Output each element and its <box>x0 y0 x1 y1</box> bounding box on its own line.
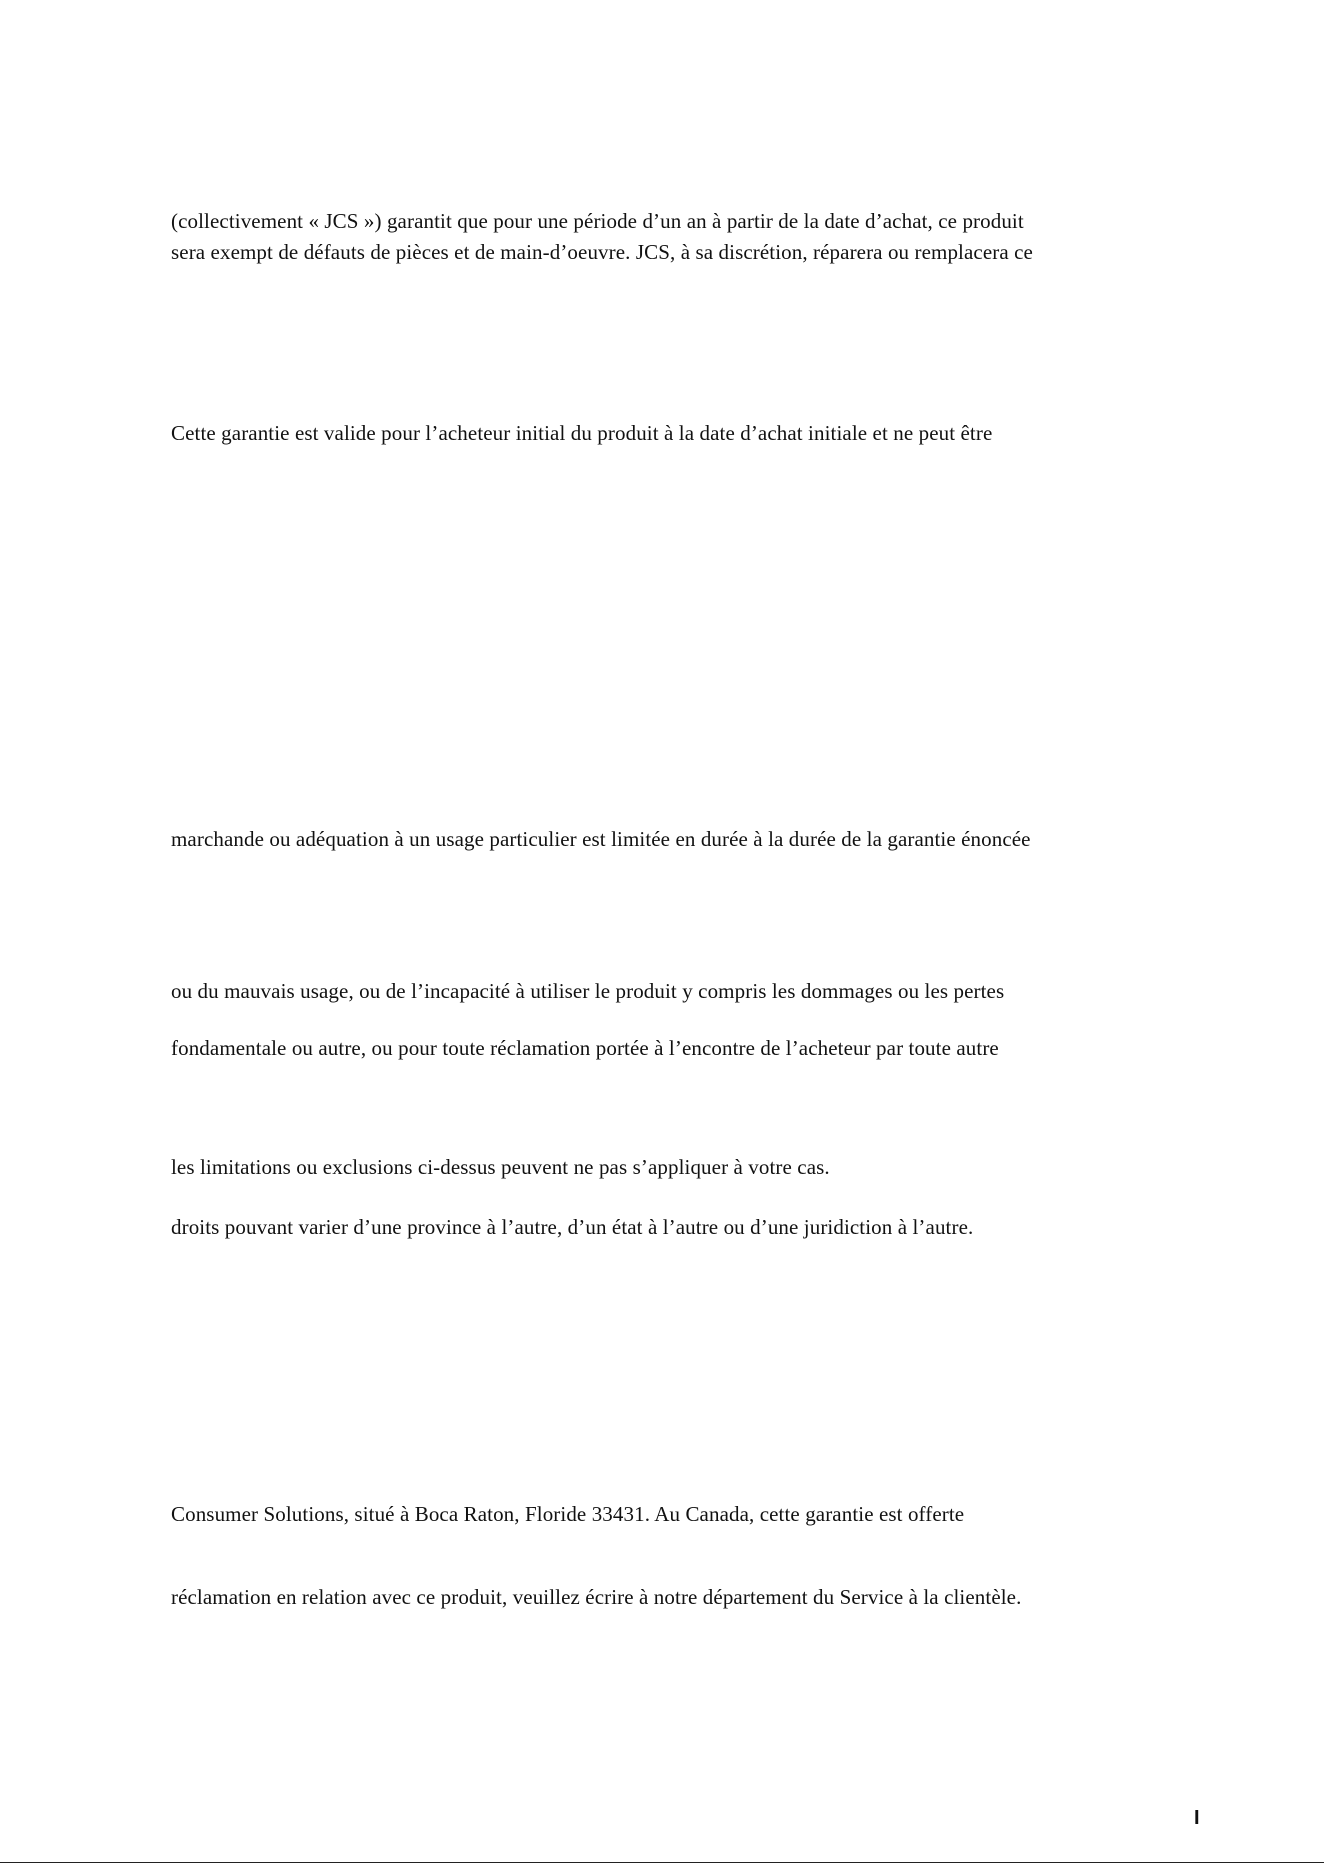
text-line-warranty-scope: (collectivement « JCS ») garantit que pour une période d’un an à partir de la date d’achat, ce produit <box>171 209 1024 233</box>
text-line-initial-buyer: Cette garantie est valide pour l’acheteur initial du produit à la date d’achat initiale et ne peut être <box>171 421 993 445</box>
text-line-defects-repair: sera exempt de défauts de pièces et de main-d’oeuvre. JCS, à sa discrétion, réparera ou remplacera ce <box>171 240 1033 264</box>
text-line-customer-service: réclamation en relation avec ce produit, veuillez écrire à notre département du Service à la clientèle. <box>171 1585 1022 1609</box>
text-line-consumer-solutions: Consumer Solutions, situé à Boca Raton, Floride 33431. Au Canada, cette garantie est offerte <box>171 1502 965 1526</box>
text-line-merchantability: marchande ou adéquation à un usage particulier est limitée en durée à la durée de la garantie énoncée <box>171 827 1031 851</box>
text-line-misuse: ou du mauvais usage, ou de l’incapacité à utiliser le produit y compris les dommages ou les pertes <box>171 979 1005 1003</box>
text-line-rights: droits pouvant varier d’une province à l’autre, d’un état à l’autre ou d’une juridiction à l’autre. <box>171 1215 974 1239</box>
text-line-claims: fondamentale ou autre, ou pour toute réclamation portée à l’encontre de l’acheteur par toute autre <box>171 1036 999 1060</box>
page-number: I <box>1194 1807 1200 1829</box>
bottom-divider <box>0 1862 1324 1863</box>
text-line-limitations: les limitations ou exclusions ci-dessus peuvent ne pas s’appliquer à votre cas. <box>171 1155 830 1179</box>
